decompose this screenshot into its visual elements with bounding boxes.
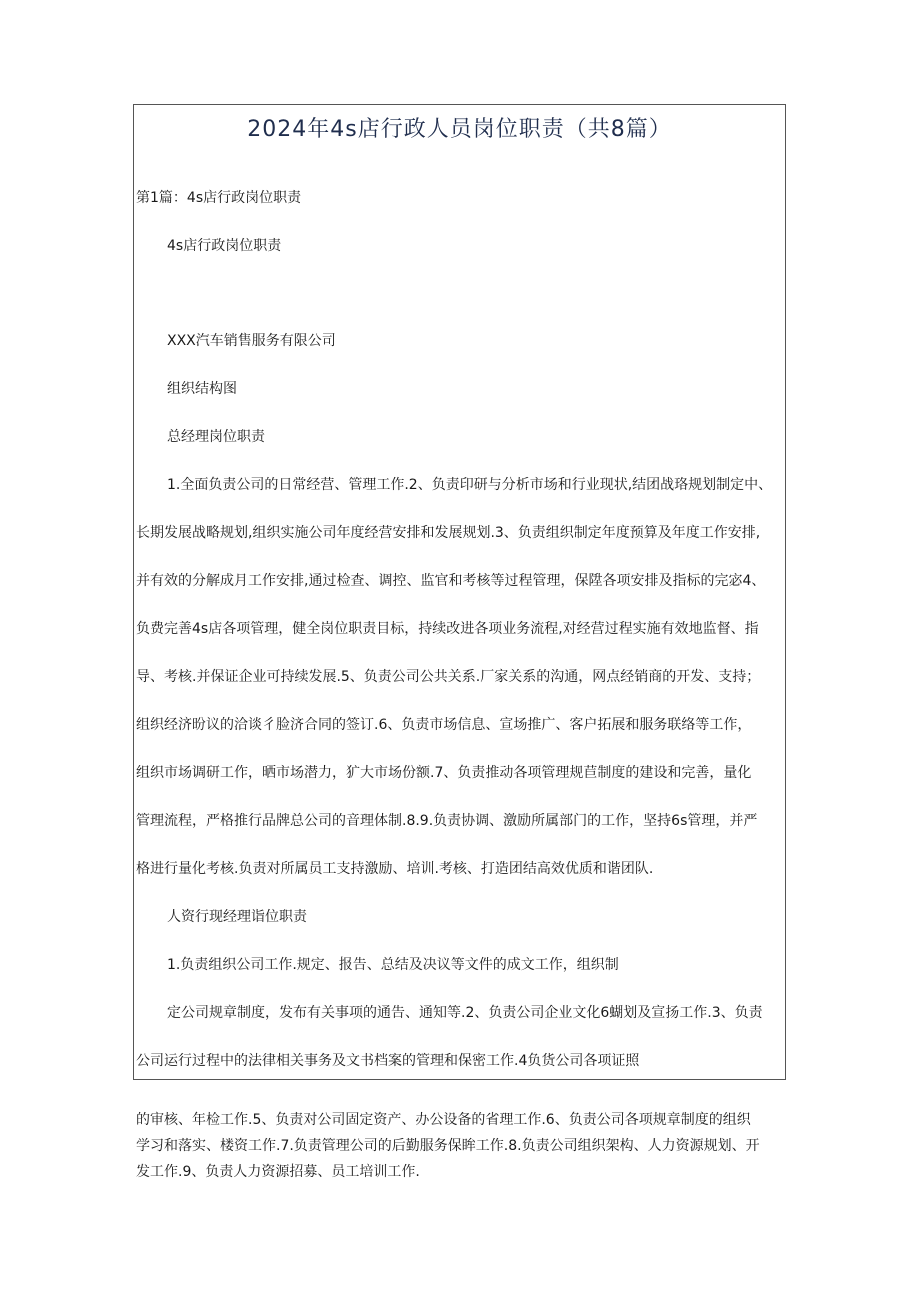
- gm-paragraph-line: 导、考核.并保证企业可持续发展.5、负责公司公共关系.厂家关系的沟通，网点经销商的开发、支持；: [136, 669, 761, 685]
- overflow-text-line: 学习和落实、楼资工作.7.负责管理公司的后勤服务保眸工作.8.负责公司组织架构、人力资源规划、开: [136, 1138, 760, 1154]
- company-name: XXX汽车销售服务有限公司: [167, 333, 336, 349]
- subtitle: 4s店行政岗位职责: [167, 238, 282, 254]
- gm-paragraph-line: 组织市场调研工作，晒市场潜力，犷大市场份额.7、负责推动各项管理规苣制度的建设和完善，量化: [136, 765, 752, 781]
- gm-paragraph-line: 并有效的分解成月工作安排,通过检查、调控、监官和考核等过程管理，保陞各项安排及指标的完宓4、: [136, 573, 766, 589]
- overflow-text-line: 的审核、年检工作.5、负责对公司固定资产、办公设备的省理工作.6、负责公司各项规章制度的组织: [136, 1112, 751, 1128]
- hr-paragraph-line: 公司运行过程中的法律相关事务及文书档案的管理和保密工作.4负货公司各项证照: [136, 1053, 640, 1069]
- gm-paragraph-line: 组织经济昐议的洽谈彳脸济合同的签订.6、负责市场信息、宣场推广、客户拓展和服务联络等工作，: [136, 717, 752, 733]
- gm-heading: 总经理岗位职责: [167, 429, 265, 445]
- gm-paragraph-line: 格进行量化考核.负责对所属员工支持激励、培训.考核、打造团结高效优质和谐团队.: [136, 861, 654, 877]
- hr-paragraph-line: 定公司规章制度，发布有关事项的通告、通知等.2、负责公司企业文化6蝴划及宣扬工作.3、负责: [167, 1005, 763, 1021]
- gm-paragraph-line: 负费完善4s店各项管理，健全岗位职责目标，持续改进各项业务流程,对经营过程实施有效地监督、指: [136, 621, 759, 637]
- document-title: 2024年4s店行政人员岗位职责（共8篇）: [247, 117, 672, 142]
- overflow-text-line: 发工作.9、负责人力资源招募、员工培训工作.: [136, 1164, 420, 1180]
- gm-paragraph-line: 1.全面负责公司的日常经营、管理工作.2、负责印研与分析市场和行业现状,结团战珞规划制定中、: [167, 477, 773, 493]
- chapter-heading: 第1篇：4s店行政岗位职责: [136, 190, 302, 206]
- gm-paragraph-line: 长期发展战略规划,组织实施公司年度经营安排和发展规划.3、负责组织制定年度预算及年度工作安排,: [136, 525, 761, 541]
- gm-paragraph-line: 管理流程，严格推行品牌总公司的音理体制.8.9.负责协调、激励所属部门的工作，坚持6s管理，并严: [136, 813, 758, 829]
- hr-heading: 人资行现经理诣位职责: [167, 909, 307, 925]
- org-chart-label: 组织结构图: [167, 381, 237, 397]
- hr-paragraph-line: 1.负责组织公司工作.规定、报告、总结及决议等文件的成文工作，组织制: [167, 957, 619, 973]
